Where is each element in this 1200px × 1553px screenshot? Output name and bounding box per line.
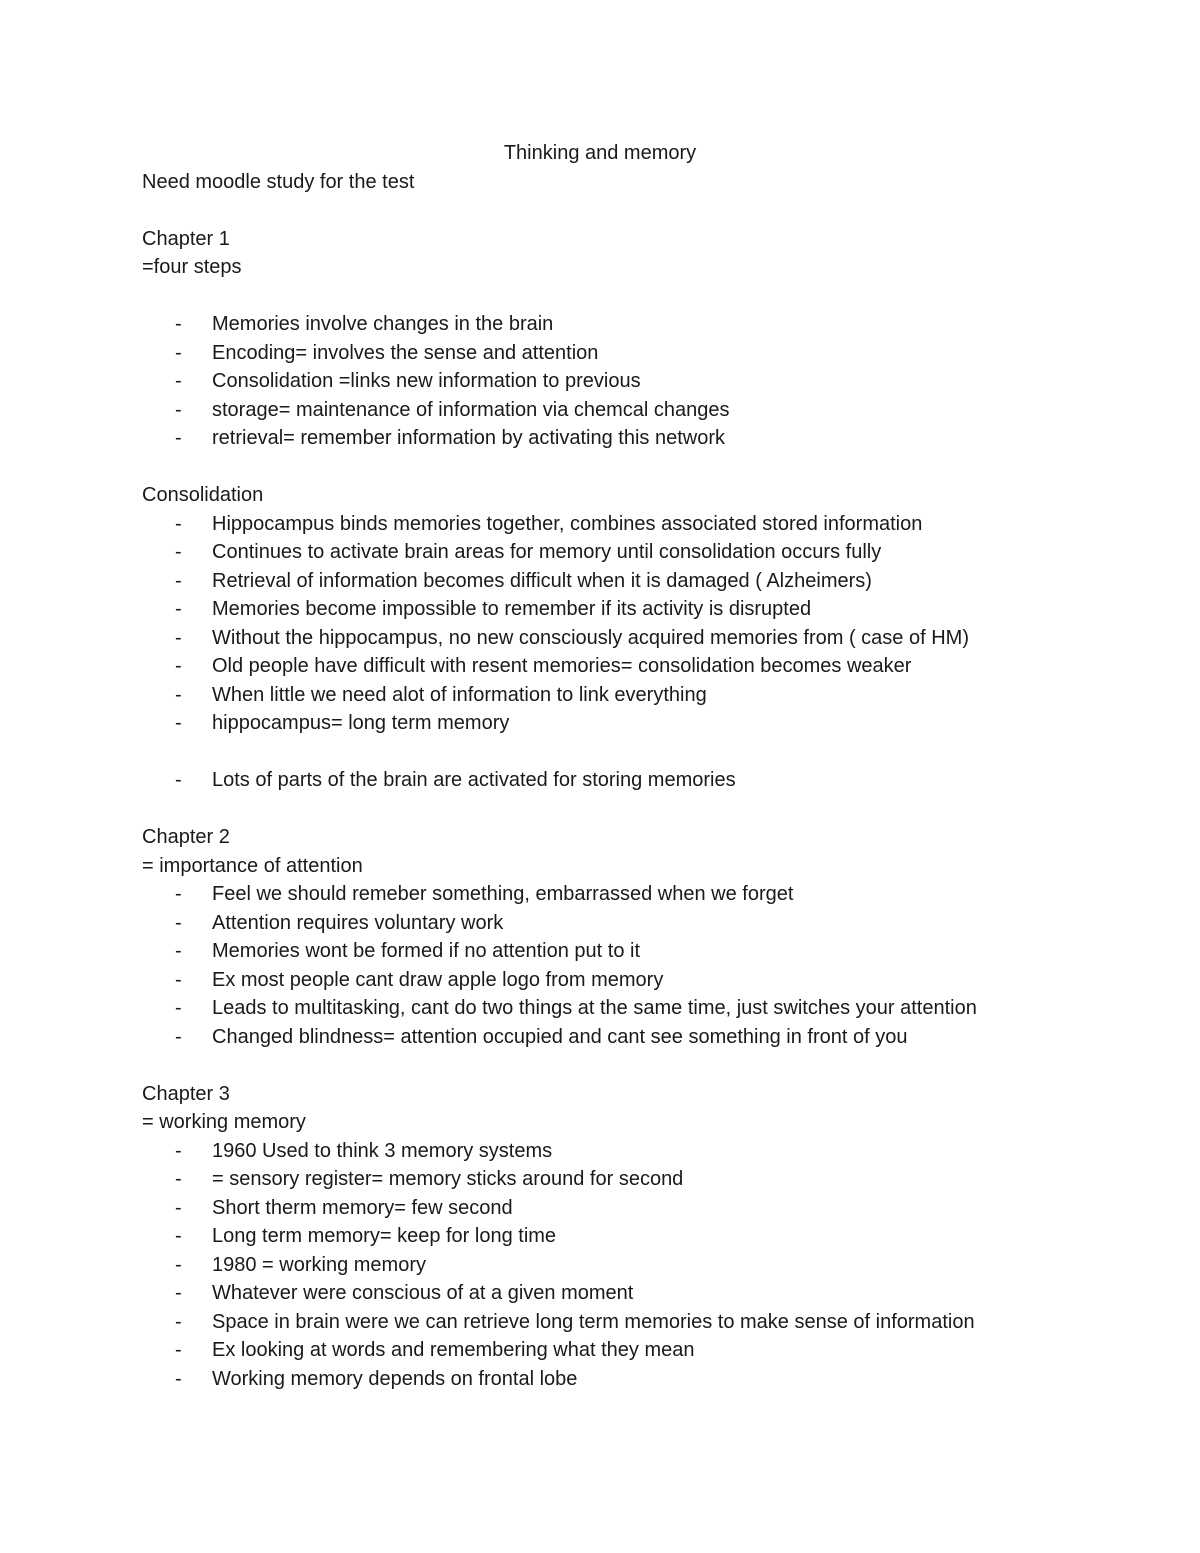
list-item [142, 1165, 1062, 1194]
list-item [142, 1336, 1062, 1365]
blank-line [142, 196, 1062, 225]
chapter1-bullet-list [142, 310, 1062, 453]
list-item-text: Ex most people cant draw apple logo from memory [212, 968, 664, 991]
list-item [142, 624, 1062, 653]
blank-line [142, 738, 1062, 767]
list-item [142, 966, 1062, 995]
list-item-text: Memories wont be formed if no attention put to it [212, 940, 640, 962]
list-item [142, 681, 1062, 710]
list-item-text: Leads to multitasking, cant do two things at the same time, just switches your attention [212, 997, 977, 1019]
list-item [142, 880, 1062, 909]
list-item [142, 310, 1062, 339]
bullet-dash: - [175, 569, 182, 592]
list-item [142, 652, 1062, 681]
list-item [142, 339, 1062, 368]
bullet-dash: - [175, 940, 182, 962]
list-item-text: retrieval= remember information by activating this network [212, 427, 725, 449]
list-item [142, 709, 1062, 738]
list-item-text: Encoding= involves the sense and attention [212, 341, 599, 364]
list-item-text: Attention requires voluntary work [212, 911, 504, 934]
list-item [142, 595, 1062, 624]
list-item-text: 1980 = working memory [212, 1253, 426, 1276]
list-item-text: When little we need alot of information to link everything [212, 683, 707, 706]
blank-line [142, 282, 1062, 311]
chapter1-heading: Chapter 1 [142, 227, 230, 250]
list-item-text: Hippocampus binds memories together, combines associated stored information [212, 512, 923, 535]
list-item-text: storage= maintenance of information via chemcal changes [212, 398, 730, 421]
list-item [142, 424, 1062, 453]
bullet-dash: - [175, 341, 182, 364]
bullet-dash: - [175, 1253, 182, 1276]
bullet-dash: - [175, 1310, 182, 1333]
bullet-dash: - [175, 769, 182, 791]
blank-line [142, 795, 1062, 824]
list-item [142, 937, 1062, 966]
list-item [142, 510, 1062, 539]
list-item [142, 1365, 1062, 1394]
bullet-dash: - [175, 626, 182, 649]
list-item-text: Feel we should remeber something, embarrassed when we forget [212, 883, 794, 905]
bullet-dash: - [175, 712, 182, 734]
bullet-dash: - [175, 683, 182, 706]
list-item-text: Retrieval of information becomes difficult when it is damaged ( Alzheimers) [212, 569, 872, 592]
list-item-text: Memories involve changes in the brain [212, 313, 554, 335]
chapter1-subheading: =four steps [142, 256, 242, 278]
list-item-text: hippocampus= long term memory [212, 712, 510, 734]
list-item [142, 1194, 1062, 1223]
chapter2-bullet-list [142, 880, 1062, 1051]
list-item [142, 1222, 1062, 1251]
bullet-dash: - [175, 1225, 182, 1247]
bullet-dash: - [175, 655, 182, 677]
bullet-dash: - [175, 598, 182, 620]
chapter3-heading: Chapter 3 [142, 1082, 230, 1105]
list-item-text: Ex looking at words and remembering what they mean [212, 1339, 695, 1361]
bullet-dash: - [175, 1025, 182, 1048]
list-item [142, 538, 1062, 567]
bullet-dash: - [175, 1282, 182, 1304]
list-item-text: 1960 Used to think 3 memory systems [212, 1139, 553, 1162]
list-item [142, 1023, 1062, 1052]
bullet-dash: - [175, 1367, 182, 1390]
list-item-text: Lots of parts of the brain are activated for storing memories [212, 769, 736, 791]
bullet-dash: - [175, 427, 182, 449]
list-item-text: Space in brain were we can retrieve long term memories to make sense of information [212, 1310, 975, 1333]
list-item-text: Short therm memory= few second [212, 1196, 513, 1219]
bullet-dash: - [175, 541, 182, 563]
list-item [142, 1279, 1062, 1308]
list-item-text: Whatever were conscious of at a given moment [212, 1282, 634, 1304]
bullet-dash: - [175, 512, 182, 535]
list-item-text: Long term memory= keep for long time [212, 1225, 557, 1247]
list-item [142, 1251, 1062, 1280]
list-item [142, 396, 1062, 425]
list-item-text: Old people have difficult with resent memories= consolidation becomes weaker [212, 655, 912, 677]
consolidation-extra-bullet-list [142, 766, 1062, 795]
list-item-text: Without the hippocampus, no new consciously acquired memories from ( case of HM) [212, 626, 969, 649]
document-body [142, 139, 1062, 1393]
chapter3-bullet-list [142, 1137, 1062, 1394]
bullet-dash: - [175, 1339, 182, 1361]
list-item [142, 1137, 1062, 1166]
list-item [142, 567, 1062, 596]
bullet-dash: - [175, 911, 182, 934]
bullet-dash: - [175, 370, 182, 392]
chapter2-heading: Chapter 2 [142, 826, 230, 848]
chapter2-subheading: = importance of attention [142, 854, 363, 877]
list-item [142, 1308, 1062, 1337]
bullet-dash: - [175, 883, 182, 905]
bullet-dash: - [175, 968, 182, 991]
consolidation-heading: Consolidation [142, 484, 264, 506]
bullet-dash: - [175, 398, 182, 421]
blank-line [142, 453, 1062, 482]
list-item [142, 994, 1062, 1023]
document-title: Thinking and memory [503, 142, 697, 164]
bullet-dash: - [175, 313, 182, 335]
intro-note: Need moodle study for the test [142, 170, 415, 193]
list-item-text: Changed blindness= attention occupied and cant see something in front of you [212, 1025, 908, 1048]
bullet-dash: - [175, 1168, 182, 1190]
list-item [142, 367, 1062, 396]
bullet-dash: - [175, 997, 182, 1019]
blank-line [142, 1051, 1062, 1080]
list-item-text: Consolidation =links new information to previous [212, 370, 641, 392]
list-item [142, 766, 1062, 795]
chapter3-subheading: = working memory [142, 1111, 306, 1133]
bullet-dash: - [175, 1196, 182, 1219]
bullet-dash: - [175, 1139, 182, 1162]
list-item-text: Memories become impossible to remember if its activity is disrupted [212, 598, 812, 620]
list-item-text: Continues to activate brain areas for memory until consolidation occurs fully [212, 541, 882, 563]
consolidation-bullet-list [142, 510, 1062, 738]
list-item-text: = sensory register= memory sticks around for second [212, 1168, 684, 1190]
list-item [142, 909, 1062, 938]
list-item-text: Working memory depends on frontal lobe [212, 1367, 578, 1390]
